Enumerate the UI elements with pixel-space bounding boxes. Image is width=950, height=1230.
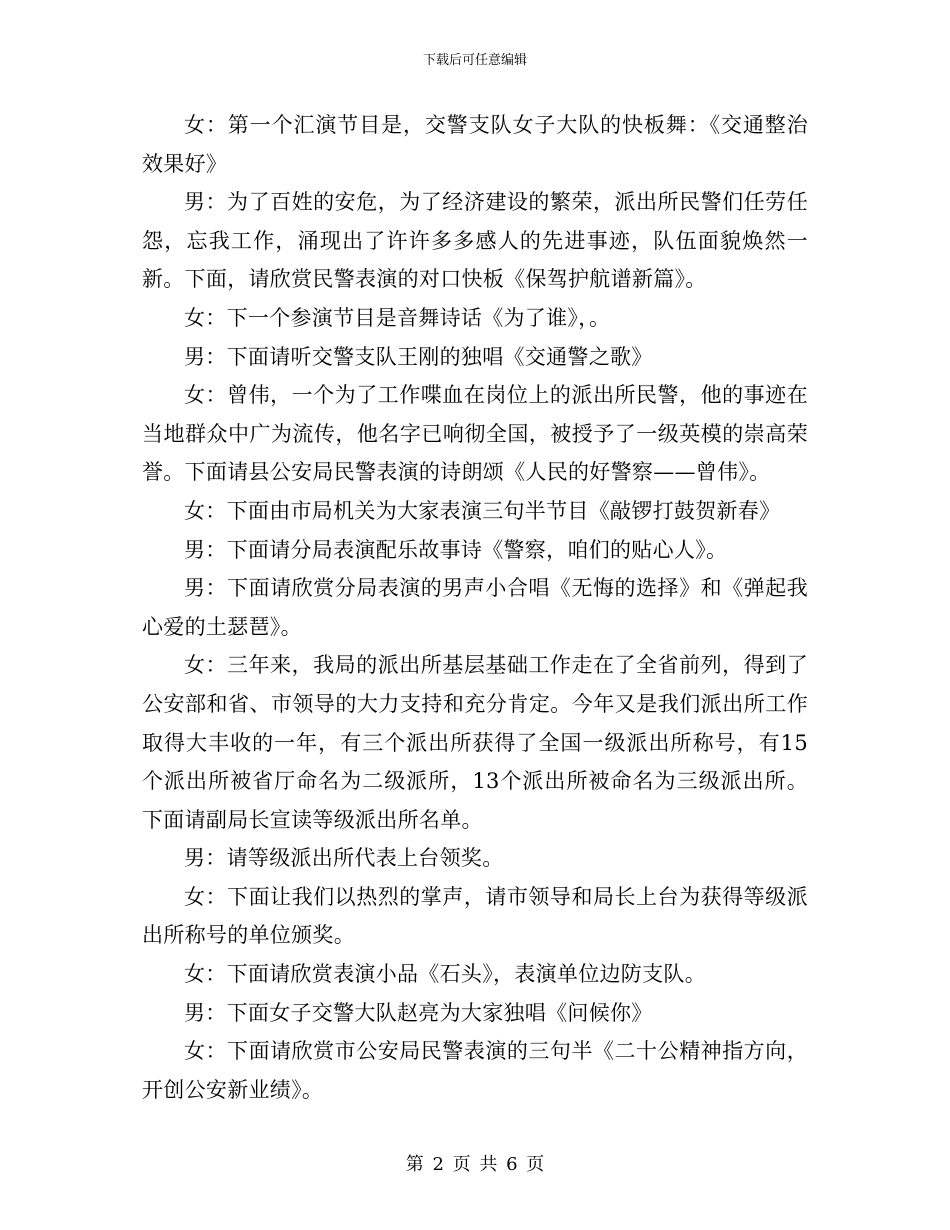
paragraph: 男：为了百姓的安危，为了经济建设的繁荣，派出所民警们任劳任怨，忘我工作，涌现出了许许多多感人的先进事迹，队伍面貌焕然一新。下面，请欣赏民警表演的对口快板《保驾护航谱新篇》。 (142, 190, 808, 292)
page-number: 第 2 页 共 6 页 (405, 1154, 545, 1175)
paragraph: 女：曾伟，一个为了工作喋血在岗位上的派出所民警，他的事迹在当地群众中广为流传，他名字已响彻全国，被授予了一级英模的崇高荣誉。下面请县公安局民警表演的诗朗颂《人民的好警察——曾伟》。 (142, 383, 808, 485)
document-body (142, 106, 808, 1109)
paragraph: 女：下一个参演节目是音舞诗话《为了谁》，。 (184, 305, 611, 330)
paragraph: 女：三年来，我局的派出所基层基础工作走在了全省前列，得到了公安部和省、市领导的大力支持和充分肯定。今年又是我们派出所工作取得大丰收的一年，有三个派出所获得了全国一级派出所称号，有15个派出所被省厅命名为二级派所，13个派出所被命名为三级派出所。下面请副局长宣读等级派出所名单。 (142, 653, 808, 832)
paragraph: 男：下面请听交警支队王刚的独唱《交通警之歌》 (184, 344, 653, 369)
paragraph: 男：下面请分局表演配乐故事诗《警察，咱们的贴心人》。 (184, 537, 728, 562)
paragraph: 女：下面让我们以热烈的掌声，请市领导和局长上台为获得等级派出所称号的单位颁奖。 (142, 884, 808, 948)
paragraph: 女：下面由市局机关为大家表演三句半节目《敲锣打鼓贺新春》 (184, 498, 781, 523)
paragraph: 女：第一个汇演节目是，交警支队女子大队的快板舞：《交通整治效果好》 (142, 113, 808, 176)
paragraph: 女：下面请欣赏市公安局民警表演的三句半《二十公精神指方向，开创公安新业绩》。 (142, 1039, 808, 1102)
page-header: 下载后可任意编辑 (422, 53, 527, 68)
paragraph: 男：下面女子交警大队赵亮为大家独唱《问候你》 (184, 1000, 653, 1025)
paragraph: 男：下面请欣赏分局表演的男声小合唱《无悔的选择》和《弹起我心爱的土瑟琶》。 (142, 576, 808, 639)
paragraph: 男：请等级派出所代表上台领奖。 (184, 846, 504, 871)
paragraph: 女：下面请欣赏表演小品《石头》，表演单位边防支队。 (184, 962, 706, 987)
